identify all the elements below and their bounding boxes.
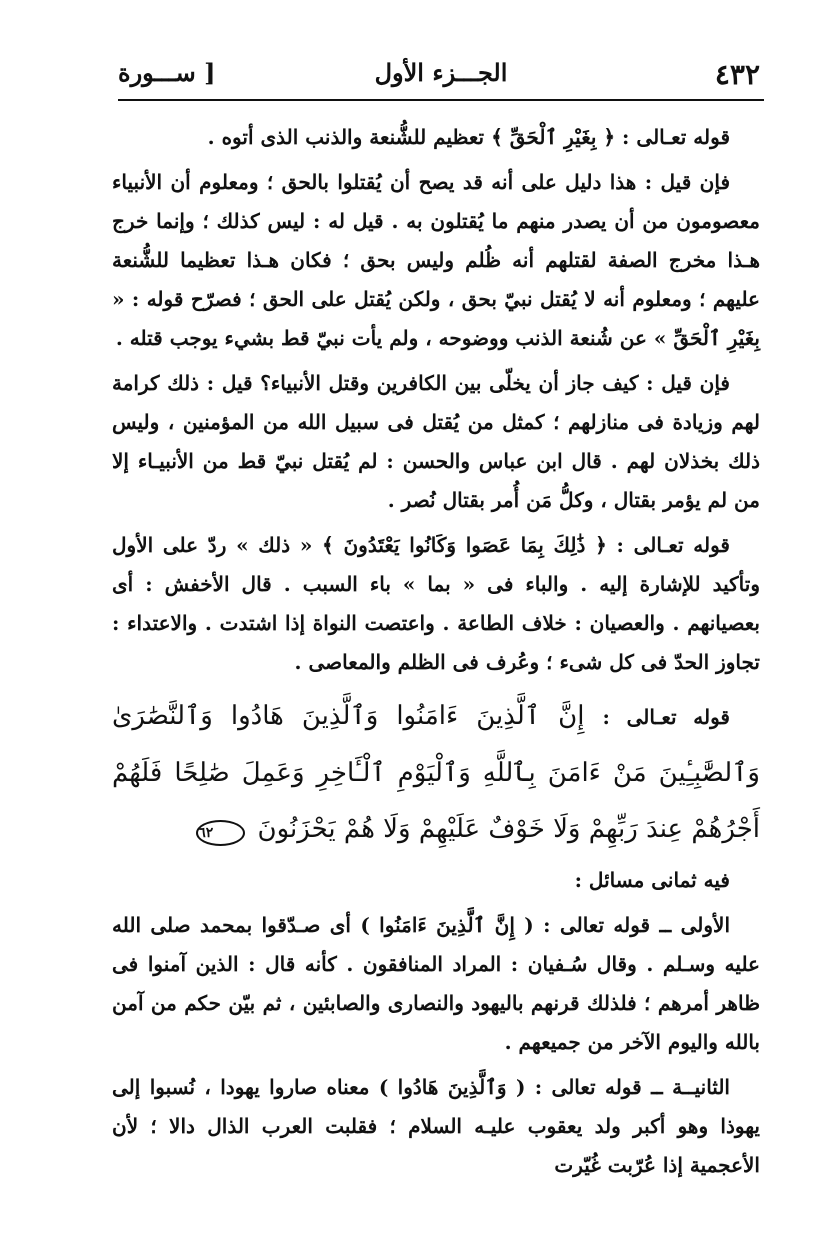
quran-verse — [112, 688, 760, 857]
page-body — [112, 118, 760, 1191]
paragraph: الأولى ــ قوله تعالى : ( إِنَّ ٱلَّذِينَ ءَامَنُوا ) أى صـدّقوا بمحمد صلى الله عليه وسـلم . وقال سُـفيان : المراد المنافقون . كأنه قال : الذين آمنوا فى ظاهر أمرهم ؛ فلذلك قرنهم باليهود والنصارى والصابئين ، ثم بيّن حكم من آمن بالله واليوم الآخر من جميعهم . — [112, 913, 760, 1054]
verse-intro: قوله تعـالى : — [602, 705, 730, 729]
part-title: الجـــزء الأول — [374, 58, 508, 87]
page-number: ٤٣٢ — [714, 58, 760, 91]
paragraph: فإن قيل : كيف جاز أن يخلّى بين الكافرين وقتل الأنبياء؟ قيل : ذلك كرامة لهم وزيادة فى منازلهم ؛ كمثل من يُقتل فى سبيل الله من المؤمنين ، وليس ذلك بخذلان لهم . قال ابن عباس والحسن : لم يُقتل نبيّ قط من الأنبيـاء إلا من لم يؤمر بقتال ، وكلُّ مَن أُمر بقتال نُصر . — [112, 371, 760, 512]
surah-label: [ ســـورة — [118, 58, 216, 87]
paragraph: قوله تعـالى : ﴿ ذَٰلِكَ بِمَا عَصَوا وَكَانُوا يَعْتَدُونَ ﴾ « ذلك » ردّ على الأول وتأكيد للإشارة إليه . والباء فى « بما » باء السبب . قال الأخفش : أى بعصيانهم . والعصيان : خلاف الطاعة . واعتصت النواة إذا اشتدت . والاعتداء : تجاوز الحدّ فى كل شىء ؛ وعُرف فى الظلم والمعاصى . — [112, 533, 760, 674]
verse-text: إِنَّ ٱلَّذِينَ ءَامَنُوا وَٱلَّذِينَ هَادُوا وَٱلنَّصَٰرَىٰ وَٱلصَّٰبِـِٔينَ مَنْ ءَامَنَ بِٱللَّهِ وَٱلْيَوْمِ ٱلْـَٔاخِرِ وَعَمِلَ صَٰلِحًا فَلَهُمْ أَجْرُهُمْ عِندَ رَبِّهِمْ وَلَا خَوْفٌ عَلَيْهِمْ وَلَا هُمْ يَحْزَنُونَ — [112, 701, 760, 844]
page-header — [118, 52, 764, 100]
header-divider — [118, 99, 764, 101]
paragraph: فيه ثمانى مسائل : — [574, 868, 730, 892]
paragraph: قوله تعـالى : ﴿ بِغَيْرِ ٱلْحَقِّ ﴾ تعظيم للشُّنعة والذنب الذى أتوه . — [207, 125, 730, 149]
paragraph: الثانيــة ــ قوله تعالى : ( وَٱلَّذِينَ هَادُوا ) معناه صاروا يهودا ، نُسبوا إلى يهوذا وهو أكبر ولد يعقوب عليـه السلام ؛ فقلبت العرب الذال دالا ؛ لأن الأعجمية إذا عُرّبت غُيّرت — [112, 1075, 760, 1177]
ayah-number-marker: ٦٢ — [196, 820, 245, 846]
paragraph: فإن قيل : هذا دليل على أنه قد يصح أن يُقتلوا بالحق ؛ ومعلوم أن الأنبياء معصومون من أن يصدر منهم ما يُقتلون به . قيل له : ليس كذلك ؛ وإنما خرج هـذا مخرج الصفة لقتلهم أنه ظُلم وليس بحق ؛ فكان هـذا تعظيما للشُّنعة عليهم ؛ ومعلوم أنه لا يُقتل نبيّ بحق ، ولكن يُقتل على الحق ؛ فصرّح قوله : « بِغَيْرِ ٱلْحَقِّ » عن شُنعة الذنب ووضوحه ، ولم يأت نبيّ قط بشيء يوجب قتله . — [112, 170, 760, 350]
